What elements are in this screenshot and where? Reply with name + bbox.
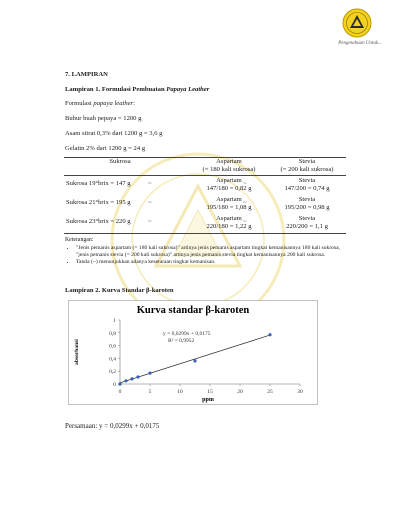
chart-title: Kurva standar β-karoten	[136, 305, 250, 316]
table-header-stevia: Stevia	[298, 158, 316, 165]
chart-data-point	[136, 375, 139, 378]
table-row-2-tilde-a: ~	[148, 199, 152, 206]
chart-data-point	[124, 379, 127, 382]
table-row-2-stevia: Stevia	[298, 196, 316, 203]
table-row-1-aspartam-calc: 147/180 = 0,82 g	[206, 185, 252, 192]
chart-y-tick-label: 0	[113, 382, 116, 388]
table-row-3-stevia-calc: 220/200 = 1,1 g	[286, 223, 328, 230]
table-row-1-tilde-a: ~	[148, 180, 152, 187]
chart-y-tick-label: 0,4	[109, 356, 116, 363]
table-row-1-tilde-b: ~	[243, 180, 247, 187]
chart-data-point	[193, 359, 196, 362]
appendix1-subtitle	[65, 100, 135, 108]
table-row-2-aspartam-calc: 195/180 = 1,08 g	[206, 204, 252, 211]
chart-r-squared-label: R² = 0,9952	[168, 338, 195, 344]
notes-title: Keterangan:	[65, 237, 94, 243]
chart-y-tick-label: 0,6	[109, 343, 116, 350]
chart-x-tick-label: 0	[118, 389, 122, 395]
chart-x-axis-label: ppm	[202, 397, 214, 403]
note-item-2: • Tanda (~) menunjukkan adanya kesetaraan tingkat kemanisan.	[76, 259, 345, 266]
appendix1-title-prefix: Lampiran 1. Formulasi Pembuatan	[65, 86, 167, 93]
table-row-2-aspartam: Aspartam	[216, 196, 242, 203]
table-row-3-tilde-a: ~	[148, 218, 152, 225]
chart-y-tick-label: 0,2	[109, 369, 116, 376]
table-row-3-aspartam-calc: 220/180 = 1,22 g	[206, 223, 252, 230]
equation-text: Persamaan: y = 0,0299x + 0,0175	[65, 422, 160, 430]
chart-x-tick-label: 10	[177, 389, 183, 395]
chart-data-point	[130, 377, 133, 380]
chart-data-point	[148, 372, 151, 375]
chart-frame	[69, 301, 318, 405]
table-row-3-tilde-b: ~	[243, 218, 247, 225]
subtitle-suffix: :	[133, 100, 135, 107]
chart-data-point	[118, 382, 121, 385]
logo-caption: Pengetahuan Untuk...	[338, 41, 382, 46]
table-row-3-stevia: Stevia	[298, 215, 316, 222]
formula-line-2: Asam sitrat 0,3% dari 1200 g = 3,6 g	[65, 130, 163, 137]
chart-x-tick-label: 25	[267, 389, 273, 395]
table-row-1-stevia: Stevia	[298, 177, 316, 184]
table-row-1-stevia-calc: 147/200 = 0,74 g	[284, 185, 330, 192]
table-row-2-stevia-calc: 195/200 = 0,98 g	[284, 204, 330, 211]
table-row-1-aspartam: Aspartam	[216, 177, 242, 184]
table-header-sukrosa: Sukrosa	[109, 158, 131, 165]
table-row-2-tilde-b: ~	[243, 199, 247, 206]
chart-data-point	[268, 333, 271, 336]
chart-x-tick-label: 15	[207, 389, 213, 395]
table-row-3-aspartam: Aspartam	[216, 215, 242, 222]
section-title: 7. LAMPIRAN	[65, 71, 108, 78]
table-header-aspartam: Aspartam	[216, 158, 242, 165]
chart-equation-label: y = 0,0299x + 0,0175	[163, 331, 211, 337]
subtitle-prefix: Formulasi	[65, 100, 94, 107]
appendix2-title: Lampiran 2. Kurva Standar β-karoten	[65, 287, 174, 294]
notes-list	[65, 245, 345, 266]
table-row-1-sukrosa: Sukrosa 19°brix = 147 g	[66, 180, 131, 187]
chart-y-axis-label: absorbansi	[74, 339, 80, 365]
table-row-2-sukrosa: Sukrosa 21°brix = 195 g	[66, 199, 131, 206]
formula-line-3: Gelatin 2% dari 1200 g = 24 g	[65, 145, 146, 152]
table-header-rule	[64, 175, 346, 176]
note-item-1: • "Jenis pemanis aspartam (= 180 kali sukrosa)" artinya jenis pemanis aspartam tingkat kemanisannya 180 kali sukrosa, "jenis pemanis stevia (= 200 kali sukrosa)" artinya jenis pemanis stevia tingkat kemanisannya 200 kali sukrosa.	[76, 245, 345, 259]
chart-x-tick-label: 20	[237, 389, 243, 395]
appendix1-title-italic: Papaya Leather	[166, 86, 210, 93]
beta-carotene-standard-curve-chart	[68, 300, 318, 405]
table-header-aspartam-note: (= 180 kali sukrosa)	[202, 166, 256, 173]
appendix1-title	[65, 86, 209, 94]
table-bottom-rule	[64, 233, 346, 234]
chart-x-tick-label: 5	[148, 389, 152, 395]
university-logo-icon	[342, 8, 372, 38]
chart-x-tick-label: 30	[297, 389, 303, 395]
table-row-3-sukrosa: Sukrosa 23°brix = 220 g	[66, 218, 131, 225]
subtitle-italic: papaya leather	[93, 100, 134, 107]
chart-y-tick-label: 1	[113, 318, 116, 324]
formula-line-1: Bubur buah pepaya = 1200 g	[65, 115, 142, 122]
table-header-stevia-note: (= 200 kali sukrosa)	[280, 166, 334, 173]
chart-y-tick-label: 0,8	[109, 330, 116, 337]
